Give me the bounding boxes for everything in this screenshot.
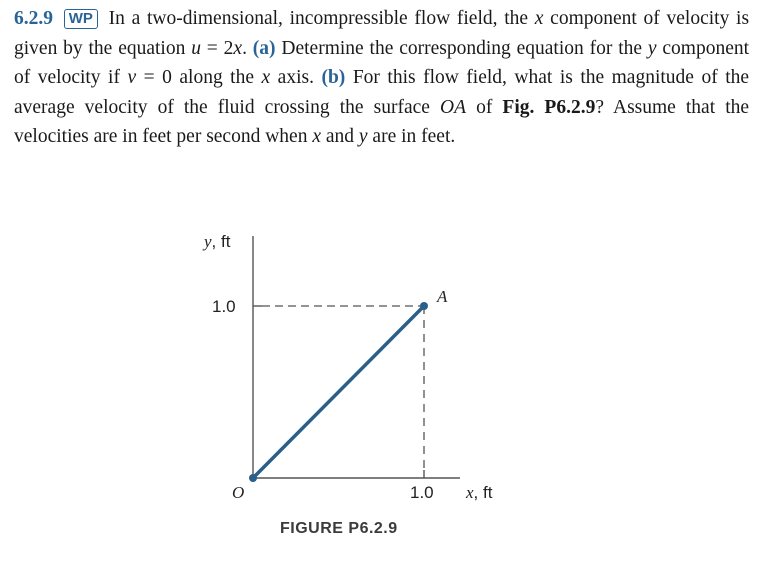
- y-tick-label: 1.0: [212, 297, 236, 316]
- x-axis-var: x: [466, 483, 474, 502]
- problem-line3a: component of velocity if: [14, 37, 750, 88]
- var-x-axis: x: [261, 67, 271, 88]
- problem-line4: For this flow field, what is the magnitude of the average velocity of the fluid crossing the surface: [14, 67, 750, 118]
- var-x: x: [534, 8, 544, 29]
- problem-line5: ? Assume that the velocities are in feet per second when: [14, 96, 750, 147]
- problem-line2a: component of velocity is given by the equation: [14, 8, 750, 59]
- var-v: v: [127, 67, 137, 88]
- eq-u: u: [191, 37, 201, 59]
- origin-label: O: [232, 483, 245, 502]
- problem-number: 6.2.9: [14, 8, 53, 29]
- part-a-label: (a): [252, 37, 276, 59]
- problem-line6: are in feet.: [372, 126, 456, 147]
- eq-x: x: [233, 37, 243, 59]
- problem-line1: In a two-dimensional, incompressible flow field, the: [108, 8, 529, 29]
- word-and: and: [325, 126, 355, 147]
- problem-line3b: = 0 along the: [143, 67, 255, 88]
- problem-line3c: axis.: [277, 67, 314, 88]
- var-x-ft: x: [312, 126, 321, 147]
- problem-line2b: Determine the corresponding equation for the: [281, 37, 643, 59]
- part-b-label: (b): [321, 67, 346, 88]
- x-axis-unit: , ft: [473, 483, 493, 502]
- eq-rest: = 2: [200, 37, 234, 59]
- y-axis-label: [202, 232, 231, 251]
- x-tick-label: 1.0: [410, 483, 434, 502]
- var-y: y: [647, 37, 657, 59]
- y-axis-var: y: [204, 232, 212, 251]
- word-of: of: [476, 96, 493, 118]
- var-y-ft: y: [358, 126, 368, 147]
- var-oa: OA: [440, 96, 466, 118]
- point-o: [249, 474, 257, 482]
- x-axis-label: [465, 483, 493, 502]
- wp-badge: WP: [64, 9, 98, 29]
- figure-reference: Fig. P6.2.9: [502, 96, 596, 118]
- point-a-label: A: [437, 287, 448, 306]
- y-axis-unit: , ft: [211, 232, 231, 251]
- figure-caption: FIGURE P6.2.9: [280, 520, 398, 537]
- surface-oa-line: [253, 306, 424, 478]
- period: .: [242, 37, 247, 59]
- point-a: [420, 302, 428, 310]
